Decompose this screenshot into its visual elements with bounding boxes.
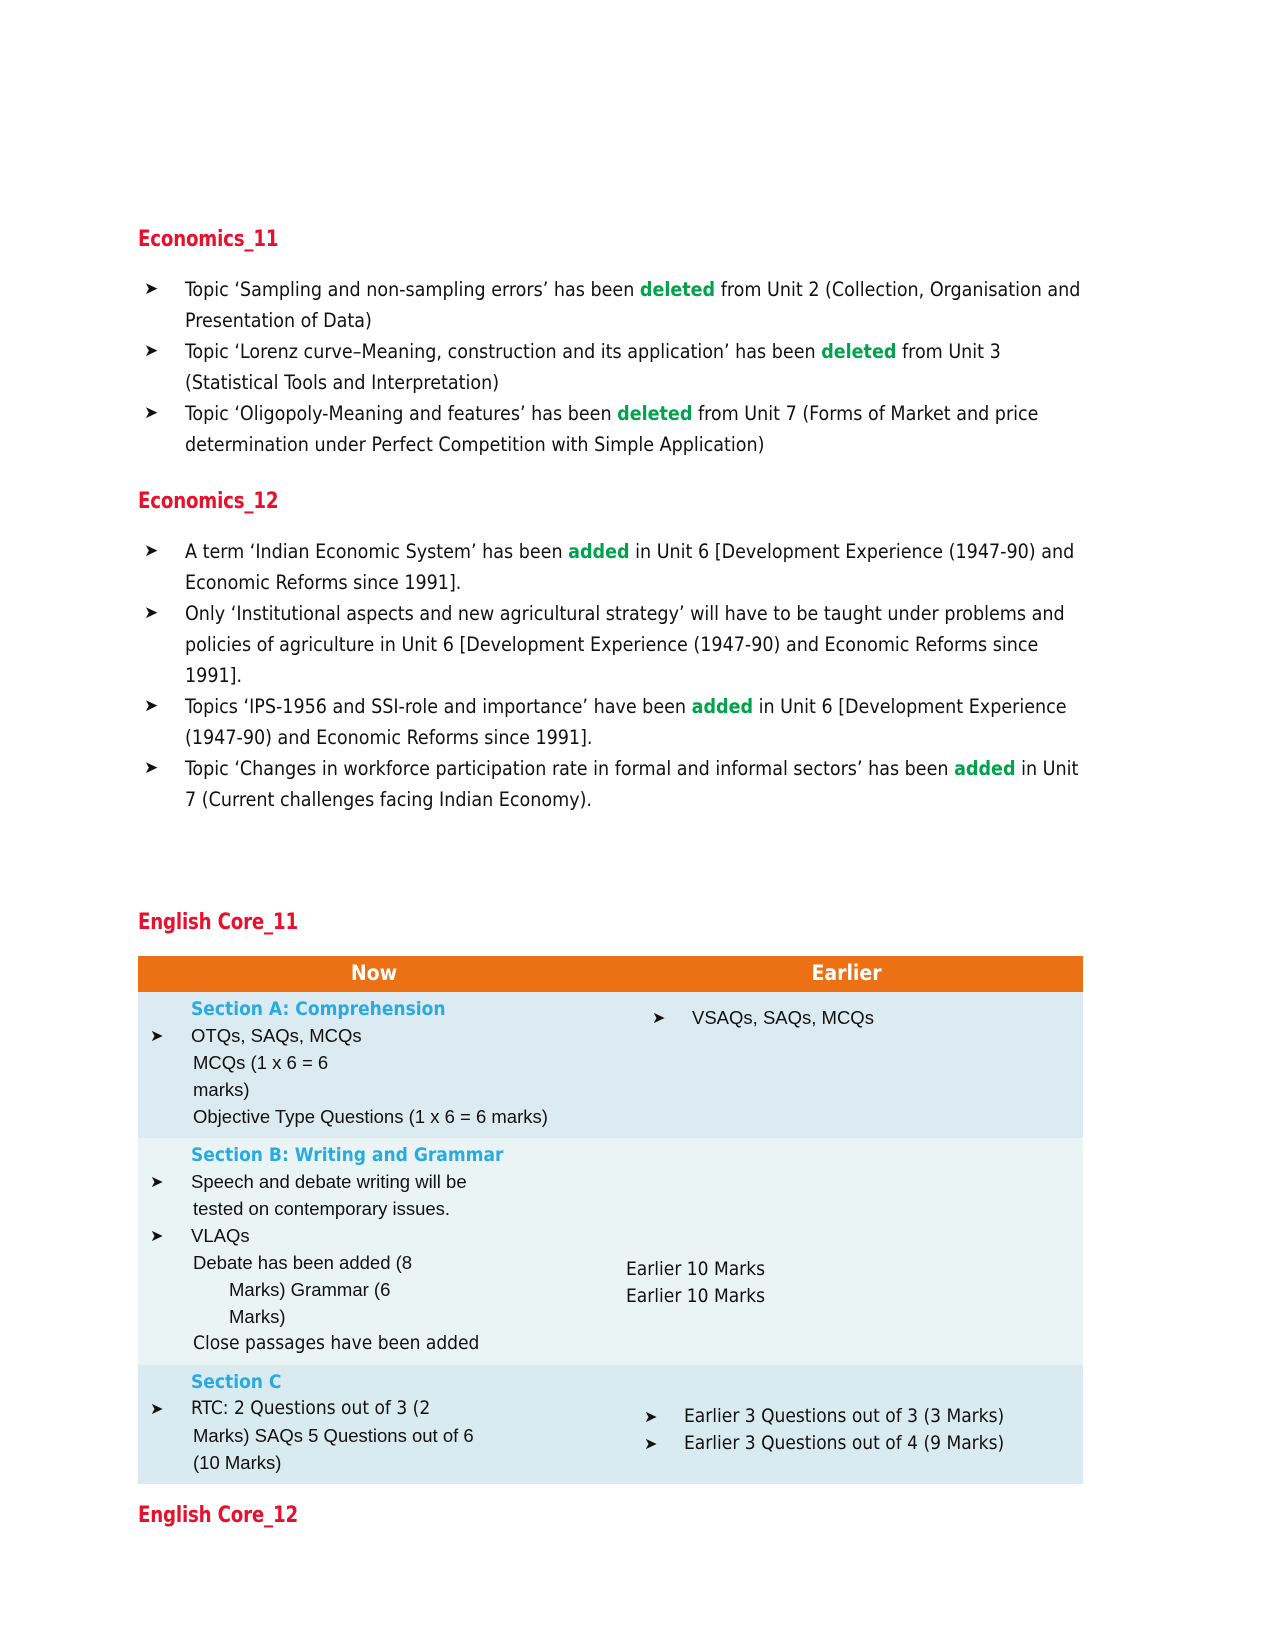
arrow-bullet-icon: ➤ [644, 1433, 658, 1453]
arrow-bullet-icon: ➤ [150, 1225, 164, 1245]
list-item [146, 1222, 602, 1249]
arrow-bullet-icon: ➤ [144, 279, 159, 300]
cell-text-line: Debate has been added (8 [193, 1251, 413, 1273]
highlight-added: added [568, 540, 630, 564]
list-item [138, 753, 1083, 815]
cell-text-line: Close passages have been added [193, 1331, 480, 1354]
list-item-text: Speech and debate writing will be [191, 1170, 467, 1192]
cell-now-section-b [138, 1138, 610, 1365]
highlight-added: added [691, 695, 754, 719]
arrow-bullet-icon: ➤ [150, 1398, 164, 1418]
cell-earlier-section-b [610, 1138, 1083, 1365]
list-item-text: Topic ‘Oligopoly-Meaning and features’ has been [185, 402, 618, 426]
column-header-now: Now [138, 956, 610, 992]
arrow-bullet-icon: ➤ [150, 1171, 164, 1191]
cell-text-line: Earlier 10 Marks [626, 1284, 765, 1307]
table-row [138, 1138, 1083, 1365]
cell-now-section-a [138, 992, 610, 1138]
list-item [138, 691, 1083, 753]
list-item-text: Earlier 3 Questions out of 4 (9 Marks) [684, 1431, 1005, 1454]
arrow-bullet-icon: ➤ [144, 603, 159, 624]
list-item-text-tail: in Unit 7 (Current challenges facing Indian Economy). [185, 757, 1079, 812]
list-item [618, 1403, 1075, 1430]
list-item-text: VSAQs, SAQs, MCQs [692, 1006, 874, 1028]
list-item [146, 1022, 602, 1049]
column-header-earlier: Earlier [610, 956, 1083, 992]
list-item [146, 1168, 602, 1195]
cell-text-line: Marks) SAQs 5 Questions out of 6 [193, 1424, 474, 1446]
list-item-text: Only ‘Institutional aspects and new agricultural strategy’ will have to be taught under problems and policies of agriculture in Unit 6 [Development Experience (1947-90) and Economic Reforms since 1991]. [185, 602, 1065, 688]
list-item [138, 274, 1083, 336]
list-item-text: VLAQs [191, 1224, 250, 1246]
list-item-text: Topics ‘IPS-1956 and SSI-role and importance’ have been [185, 695, 692, 719]
list-item [138, 536, 1083, 598]
arrow-bullet-icon: ➤ [144, 403, 159, 424]
cell-text-line: Marks) [229, 1305, 286, 1327]
section-heading-economics-12: Economics_12 [138, 489, 279, 515]
document-content [138, 228, 1083, 1528]
cell-text-line: Marks) Grammar (6 [229, 1278, 391, 1300]
table-row [138, 992, 1083, 1138]
list-item-text-tail: in Unit 6 [Development Experience (1947-90) and Economic Reforms since 1991]. [185, 540, 1075, 595]
bullet-list-economics-11 [138, 274, 1083, 460]
arrow-bullet-icon: ➤ [150, 1025, 164, 1045]
list-item-text-tail: in Unit 6 [Development Experience (1947-90) and Economic Reforms since 1991]. [185, 695, 1067, 750]
cell-text-line: Earlier 10 Marks [626, 1257, 765, 1280]
cell-earlier-section-a [610, 992, 1083, 1138]
comparison-table [138, 956, 1083, 1484]
list-item-text: Topic ‘Changes in workforce participation rate in formal and informal sectors’ has been [185, 757, 955, 781]
highlight-deleted: deleted [617, 402, 693, 426]
cell-text-line: (10 Marks) [193, 1451, 282, 1473]
highlight-deleted: deleted [639, 278, 716, 302]
section-heading-economics-11: Economics_11 [138, 227, 279, 252]
list-item [626, 1004, 1075, 1031]
list-item [618, 1430, 1075, 1457]
subheading-section-a: Section A: Comprehension [191, 997, 446, 1020]
arrow-bullet-icon: ➤ [144, 341, 159, 362]
table-header-row [138, 956, 1083, 992]
cell-text-line: marks) [193, 1078, 250, 1100]
arrow-bullet-icon: ➤ [652, 1007, 666, 1027]
subheading-section-c: Section C [191, 1370, 282, 1393]
section-heading-english-core-11: English Core_11 [138, 910, 298, 936]
highlight-added: added [954, 757, 1016, 781]
highlight-deleted: deleted [821, 340, 897, 364]
list-item-text: Topic ‘Lorenz curve–Meaning, construction and its application’ has been [185, 340, 822, 364]
section-heading-english-core-12: English Core_12 [138, 1502, 298, 1528]
list-item [138, 398, 1083, 460]
list-item-text: A term ‘Indian Economic System’ has been [185, 540, 569, 564]
list-item [138, 598, 1083, 691]
list-item-text: RTC: 2 Questions out of 3 (2 [191, 1396, 431, 1419]
arrow-bullet-icon: ➤ [644, 1406, 658, 1426]
subheading-section-b: Section B: Writing and Grammar [191, 1143, 504, 1166]
cell-earlier-section-c [610, 1365, 1083, 1484]
cell-now-section-c [138, 1365, 610, 1484]
list-item-text: Topic ‘Sampling and non-sampling errors’ has been [185, 278, 640, 302]
table-row [138, 1365, 1083, 1484]
list-item [138, 336, 1083, 398]
list-item-text-tail: from Unit 3 (Statistical Tools and Interpretation) [185, 340, 1001, 395]
arrow-bullet-icon: ➤ [144, 541, 159, 562]
cell-text-line: tested on contemporary issues. [193, 1197, 451, 1219]
arrow-bullet-icon: ➤ [144, 758, 159, 779]
list-item-text-tail: from Unit 7 (Forms of Market and price determination under Perfect Competition with Simple Application) [185, 402, 1039, 457]
list-item-text-tail: from Unit 2 (Collection, Organisation and Presentation of Data) [185, 278, 1081, 333]
cell-text-line: Objective Type Questions (1 x 6 = 6 marks) [193, 1105, 548, 1127]
bullet-list-economics-12 [138, 536, 1083, 815]
list-item [146, 1395, 602, 1422]
list-item-text: OTQs, SAQs, MCQs [191, 1024, 362, 1046]
cell-text-line: MCQs (1 x 6 = 6 [193, 1051, 329, 1073]
list-item-text: Earlier 3 Questions out of 3 (3 Marks) [684, 1404, 1005, 1427]
arrow-bullet-icon: ➤ [144, 696, 159, 717]
